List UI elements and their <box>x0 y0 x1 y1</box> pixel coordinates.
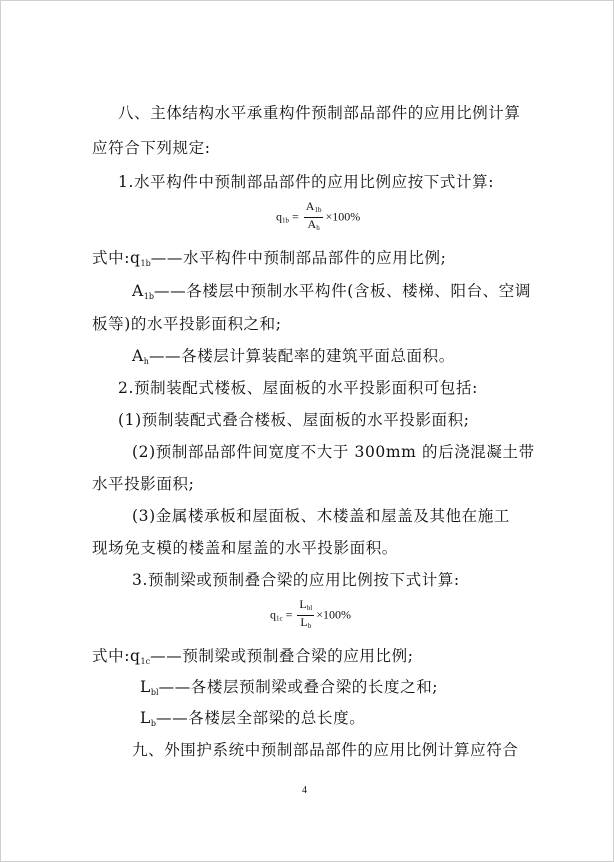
def-lbl: $L_{bl}——$各楼层预制梁或叠合梁的长度之和; <box>140 678 439 697</box>
item1-text: 1.水平构件中预制部品部件的应用比例应按下式计算: <box>118 173 495 191</box>
page-number: 4 <box>302 785 307 796</box>
item2-text: 2.预制装配式楼板、屋面板的水平投影面积可包括: <box>118 379 478 397</box>
section9-title-line1: 九、外围护系统中预制部品部件的应用比例计算应符合 <box>132 741 519 759</box>
where-q1c: 式中$:q_{1c}——$预制梁或预制叠合梁的应用比例; <box>92 647 414 666</box>
def-a1b-line1: $A_{1b}——$各楼层中预制水平构件(含板、楼梯、阳台、空调 <box>132 282 531 301</box>
item2-2-line1: (2)预制部品部件间宽度不大于 300mm 的后浇混凝土带 <box>132 443 535 461</box>
def-ah: $A_h——$各楼层计算装配率的建筑平面总面积。 <box>132 347 455 366</box>
item2-3-line2: 现场免支模的楼盖和屋盖的水平投影面积。 <box>92 539 398 557</box>
formula-q1c: q1c = $\frac{\text{Lbl}}{Lb}$ ×100% <box>270 597 351 630</box>
formula-q1b: q1b = $\frac{A1b}{Ah}$ ×100% <box>276 199 361 232</box>
where-q1b: 式中$:q_{1b}——$水平构件中预制部品部件的应用比例; <box>92 249 447 268</box>
item2-2-line2: 水平投影面积; <box>92 475 195 493</box>
item3-text: 3.预制梁或预制叠合梁的应用比例按下式计算: <box>132 571 460 589</box>
section8-title-line2: 应符合下列规定: <box>92 139 211 157</box>
def-lb: $L_b——$各楼层全部梁的总长度。 <box>140 709 366 728</box>
item2-3-line1: (3)金属楼承板和屋面板、木楼盖和屋盖及其他在施工 <box>132 507 510 525</box>
section8-title-line1: 八、主体结构水平承重构件预制部品部件的应用比例计算 <box>118 104 521 122</box>
def-a1b-line2: 板等)的水平投影面积之和; <box>92 315 282 333</box>
item2-1-text: (1)预制装配式叠合楼板、屋面板的水平投影面积; <box>118 411 470 429</box>
